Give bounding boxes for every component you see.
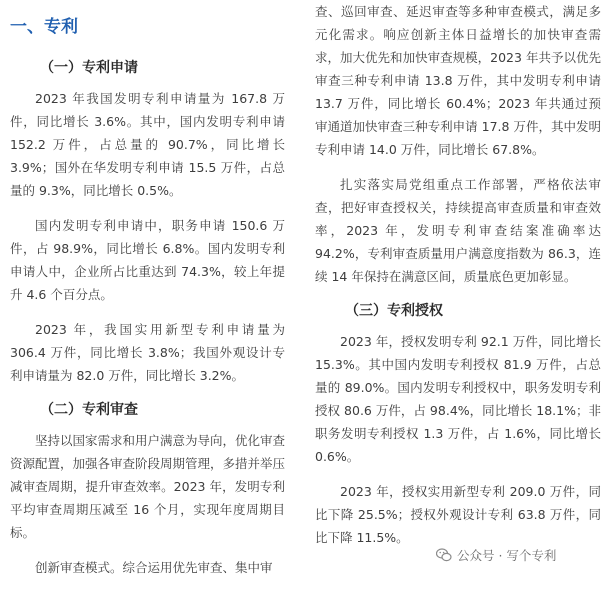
- right-column: [315, 0, 601, 561]
- wechat-icon: [436, 547, 452, 563]
- subsection-title-patent-grant: （三）专利授权: [345, 303, 443, 319]
- paragraph: 2023 年，我国实用新型专利申请量为 306.4 万件，同比增长 3.8%；我国外观设计专利申请量为 82.0 万件，同比增长 3.2%。: [10, 322, 285, 383]
- watermark-text: 公众号 · 写个专利: [457, 548, 557, 563]
- left-column: [10, 0, 285, 591]
- paragraph: 扎实落实局党组重点工作部署，严格依法审查，把好审查授权关，持续提高审查质量和审查效率，2023 年，发明专利审查结案准确率达 94.2%，专利审查质量用户满意度指数为 86.3，连续 14 年保持在满意区间，质量底色更加彰显。: [315, 177, 601, 284]
- subsection-title-patent-application: （一）专利申请: [40, 60, 138, 76]
- watermark: [432, 544, 560, 566]
- paragraph: 2023 年，授权发明专利 92.1 万件，同比增长 15.3%。其中国内发明专利授权 81.9 万件，占总量的 89.0%。国内发明专利授权中，职务发明专利授权 80.6 万件，占 98.4%，同比增长 18.1%；非职务发明专利授权 1.3 万件，占 1.6%，同比增长 0.6%。: [315, 334, 601, 464]
- paragraph: 2023 年我国发明专利申请量为 167.8 万件，同比增长 3.6%。其中，国内发明专利申请 152.2 万件，占总量的 90.7%，同比增长 3.9%；国外在华发明专利申请 15.5 万件，占总量的 9.3%，同比增长 0.5%。: [10, 91, 285, 198]
- paragraph: 2023 年，授权实用新型专利 209.0 万件，同比下降 25.5%；授权外观设计专利 63.8 万件，同比下降 11.5%。: [315, 484, 601, 545]
- paragraph: 查、巡回审查、延迟审查等多种审查模式，满足多元化需求。响应创新主体日益增长的加快审查需求，加大优先和加快审查规模，2023 年共予以优先审查三种专利申请 13.8 万件，其中发明专利申请 13.7 万件，同比增长 60.4%；2023 年共通过预审通道加快审查三种专利申请 17.8 万件，其中发明专利申请 14.0 万件，同比增长 67.8%。: [315, 4, 601, 157]
- section-title: 一、专利: [10, 17, 78, 37]
- paragraph: 国内发明专利申请中，职务申请 150.6 万件，占 98.9%，同比增长 6.8%。国内发明专利申请人中，企业所占比重达到 74.3%，较上年提升 4.6 个百分点。: [10, 218, 285, 302]
- subsection-title-patent-examination: （二）专利审查: [40, 402, 138, 418]
- paragraph: 创新审查模式。综合运用优先审查、集中审: [35, 560, 273, 575]
- paragraph: 坚持以国家需求和用户满意为导向，优化审查资源配置，加强各审查阶段周期管理，多措并举压减审查周期，提升审查效率。2023 年，发明专利平均审查周期压减至 16 个月，实现年度周期目标。: [10, 433, 286, 540]
